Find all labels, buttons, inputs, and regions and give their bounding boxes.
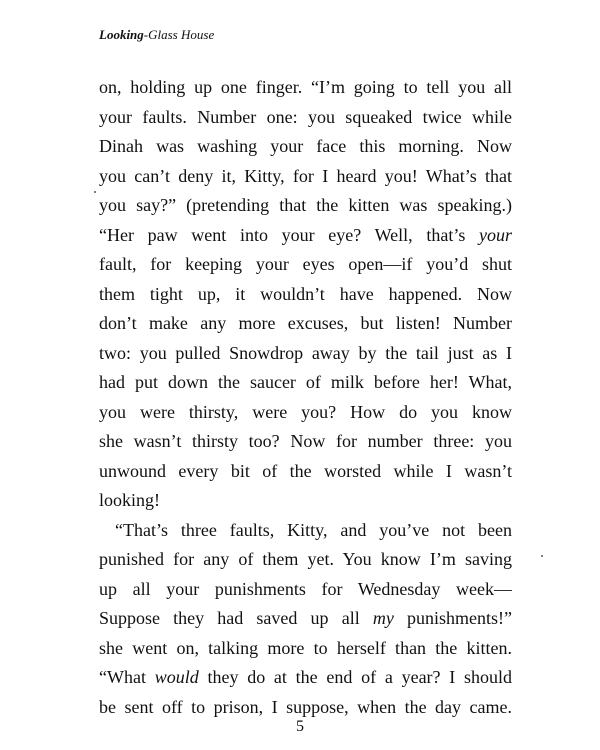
text-line: had put down the saucer of milk before her! What, xyxy=(99,372,512,392)
scan-speck xyxy=(541,555,543,557)
text-line: you can’t deny it, Kitty, for I heard you! What’s that xyxy=(99,165,512,186)
text-line: “That’s three faults, Kitty, and you’ve not been xyxy=(115,519,512,540)
text-segment: they do at the end of a year? I should xyxy=(198,667,512,687)
text-line: fault, for keeping your eyes open—if you’d shut xyxy=(99,254,512,274)
emphasis-would: would xyxy=(154,667,199,687)
text-line: you say?” (pretending that the kitten was speaking.) xyxy=(99,195,512,215)
text-line: you were thirsty, were you? How do you know xyxy=(99,401,512,422)
emphasis-your: your xyxy=(479,224,512,245)
page-number: 5 xyxy=(296,718,304,735)
emphasis-my: my xyxy=(372,608,394,628)
text-segment: punishments!” xyxy=(393,608,512,628)
running-head-rest: -Glass House xyxy=(143,27,215,42)
text-line: your faults. Number one: you squeaked twice while xyxy=(99,106,512,127)
text-line: unwound every bit of the worsted while I wasn’t xyxy=(99,460,512,481)
text-line: them tight up, it wouldn’t have happened. Now xyxy=(99,283,512,304)
text-line xyxy=(99,604,512,634)
text-line: looking! xyxy=(99,490,160,510)
text-line: be sent off to prison, I suppose, when the day came. xyxy=(99,696,512,717)
text-segment: Suppose they had saved up all xyxy=(99,608,373,628)
text-segment: “What xyxy=(99,667,155,687)
text-line: she went on, talking more to herself than the kitten. xyxy=(99,637,512,658)
text-line: she wasn’t thirsty too? Now for number three: you xyxy=(99,431,512,451)
text-line xyxy=(99,221,512,251)
text-line: Dinah was washing your face this morning. Now xyxy=(99,136,512,156)
body-text xyxy=(99,73,512,722)
running-head-bold: Looking xyxy=(99,27,144,42)
running-head xyxy=(99,27,214,43)
text-line: two: you pulled Snowdrop away by the tail just as I xyxy=(99,342,512,363)
text-line: punished for any of them yet. You know I’m saving xyxy=(99,549,512,569)
scan-speck xyxy=(94,191,96,193)
text-line xyxy=(99,663,512,693)
text-line: don’t make any more excuses, but listen! Number xyxy=(99,313,512,333)
text-line: on, holding up one finger. “I’m going to tell you all xyxy=(99,77,512,97)
text-segment: “Her paw went into your eye? Well, that’s xyxy=(99,224,479,245)
text-line: up all your punishments for Wednesday week— xyxy=(99,578,512,599)
